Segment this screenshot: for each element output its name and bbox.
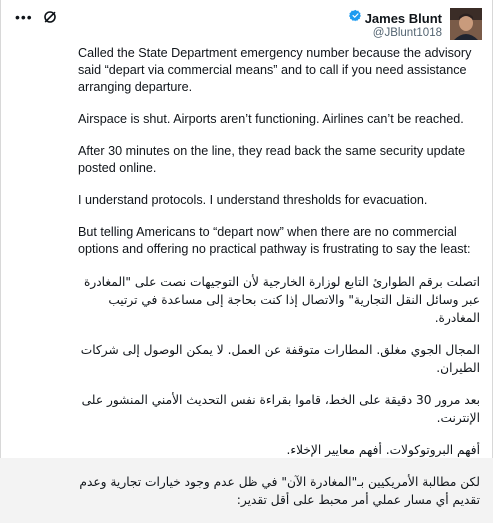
author-handle[interactable]: @JBlunt1018 [372, 27, 442, 39]
post-text-ar-2: المجال الجوي مغلق. المطارات متوقفة عن العمل. لا يمكن الوصول إلى شركات الطيران. [80, 343, 480, 375]
avatar[interactable] [450, 8, 482, 40]
post-text-en-3: After 30 minutes on the line, they read back the same security update posted online. [78, 144, 466, 175]
author-display-name[interactable]: James Blunt [364, 10, 442, 26]
post-text-en-5: But telling Americans to “depart now” when there are no commercial options and offering no practical pathway is frustrating to say the least: [78, 225, 471, 256]
post-text-en-1: Called the State Department emergency number because the advisory said “depart via commercial means” and to call if you need assistance arranging departure. [78, 46, 472, 94]
post-text-ar-4: أفهم البروتوكولات. أفهم معايير الإخلاء. [286, 443, 480, 457]
author-name-row [349, 10, 442, 26]
verified-badge-icon [349, 9, 362, 27]
grok-icon[interactable] [43, 10, 57, 24]
post-text-en-2: Airspace is shut. Airports aren’t functioning. Airlines can’t be reached. [78, 112, 464, 126]
post-text-en-4: I understand protocols. I understand thresholds for evacuation. [78, 193, 428, 207]
post-body [78, 45, 480, 523]
more-horizontal-icon[interactable]: ••• [15, 9, 33, 25]
post-text-ar-1: اتصلت برقم الطوارئ التابع لوزارة الخارجية لأن التوجيهات نصت على "المغادرة عبر وسائل النقل التجارية" والاتصال إذا كنت بحاجة إلى مساعدة في ترتيب المغادرة. [83, 275, 480, 325]
post-text-ar-3: بعد مرور 30 دقيقة على الخط، قاموا بقراءة نفس التحديث الأمني المنشور على الإنترنت. [81, 393, 480, 425]
author-info[interactable] [349, 10, 442, 39]
post-actions-top [15, 10, 57, 24]
post-header [15, 8, 482, 42]
post-text-ar-5: لكن مطالبة الأمريكيين بـ"المغادرة الآن" في ظل عدم وجود خيارات تجارية وعدم تقديم أي مسار عملي أمر محبط على أقل تقدير: [79, 475, 480, 507]
